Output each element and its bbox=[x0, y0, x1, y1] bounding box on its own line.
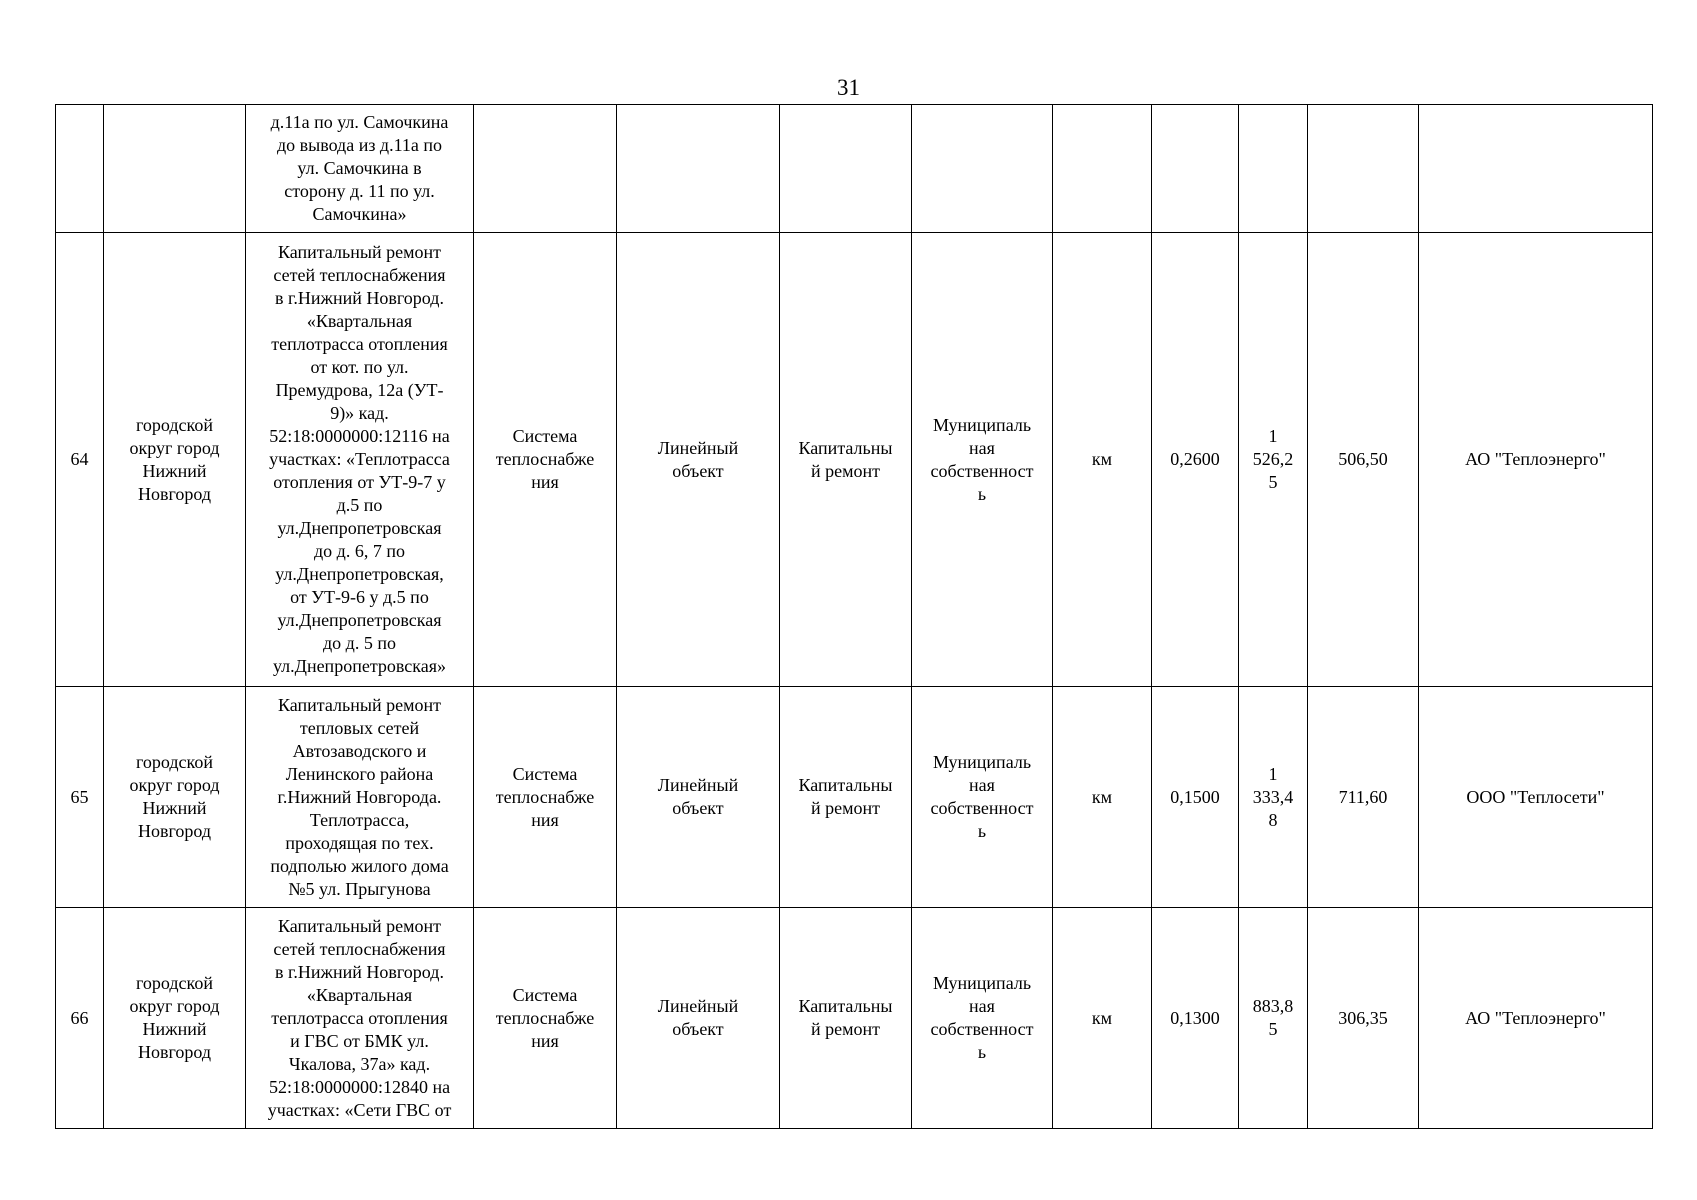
cell-amount: 506,50 bbox=[1308, 233, 1419, 687]
table-row bbox=[56, 687, 1653, 908]
cell-number: 65 bbox=[56, 687, 104, 908]
table-row-continuation bbox=[56, 105, 1653, 233]
cell-unit bbox=[1053, 105, 1152, 233]
cell-length: 0,1500 bbox=[1152, 687, 1239, 908]
cell-organization: ООО "Теплосети" bbox=[1419, 687, 1653, 908]
table-row bbox=[56, 908, 1653, 1129]
cell-cost: 1 526,2 5 bbox=[1239, 233, 1308, 687]
cell-municipality bbox=[104, 105, 246, 233]
cell-work-type: Капитальны й ремонт bbox=[780, 908, 912, 1129]
cell-number bbox=[56, 105, 104, 233]
cell-amount: 711,60 bbox=[1308, 687, 1419, 908]
cell-description: Капитальный ремонт тепловых сетей Автозаводского и Ленинского района г.Нижний Новгорода. Теплотрасса, проходящая по тех. подполью жилого дома №5 ул. Прыгунова bbox=[246, 687, 474, 908]
cell-organization bbox=[1419, 105, 1653, 233]
cell-description: Капитальный ремонт сетей теплоснабжения в г.Нижний Новгород. «Квартальная теплотрасса отопления и ГВС от БМК ул. Чкалова, 37а» кад. 52:18:0000000:12840 на участках: «Сети ГВС от bbox=[246, 908, 474, 1129]
cell-length: 0,1300 bbox=[1152, 908, 1239, 1129]
cell-cost: 1 333,4 8 bbox=[1239, 687, 1308, 908]
cell-ownership: Муниципаль ная собственност ь bbox=[912, 908, 1053, 1129]
cell-cost bbox=[1239, 105, 1308, 233]
cell-system: Система теплоснабже ния bbox=[474, 908, 617, 1129]
cell-municipality: городской округ город Нижний Новгород bbox=[104, 908, 246, 1129]
cell-system bbox=[474, 105, 617, 233]
cell-system: Система теплоснабже ния bbox=[474, 233, 617, 687]
cell-length: 0,2600 bbox=[1152, 233, 1239, 687]
cell-object-type: Линейный объект bbox=[617, 687, 780, 908]
cell-description: Капитальный ремонт сетей теплоснабжения в г.Нижний Новгород. «Квартальная теплотрасса отопления от кот. по ул. Премудрова, 12а (УТ- 9)» кад. 52:18:0000000:12116 на участках: «Теплотрасса отопления от УТ-9-7 у д.5 по ул.Днепропетровская до д. 6, 7 по ул.Днепропетровская, от УТ-9-6 у д.5 по ул.Днепропетровская до д. 5 по ул.Днепропетровская» bbox=[246, 233, 474, 687]
cell-amount bbox=[1308, 105, 1419, 233]
cell-ownership: Муниципаль ная собственност ь bbox=[912, 233, 1053, 687]
cell-work-type: Капитальны й ремонт bbox=[780, 233, 912, 687]
cell-organization: АО "Теплоэнерго" bbox=[1419, 233, 1653, 687]
page-number: 31 bbox=[837, 75, 860, 100]
cell-cost: 883,8 5 bbox=[1239, 908, 1308, 1129]
cell-work-type: Капитальны й ремонт bbox=[780, 687, 912, 908]
cell-length bbox=[1152, 105, 1239, 233]
repair-register-table bbox=[55, 104, 1653, 1129]
cell-amount: 306,35 bbox=[1308, 908, 1419, 1129]
cell-organization: АО "Теплоэнерго" bbox=[1419, 908, 1653, 1129]
cell-municipality: городской округ город Нижний Новгород bbox=[104, 233, 246, 687]
cell-description: д.11а по ул. Самочкина до вывода из д.11а по ул. Самочкина в сторону д. 11 по ул. Самочкина» bbox=[246, 105, 474, 233]
cell-object-type: Линейный объект bbox=[617, 233, 780, 687]
cell-unit: км bbox=[1053, 908, 1152, 1129]
cell-number: 66 bbox=[56, 908, 104, 1129]
cell-ownership bbox=[912, 105, 1053, 233]
table-row bbox=[56, 233, 1653, 687]
cell-object-type: Линейный объект bbox=[617, 908, 780, 1129]
cell-ownership: Муниципаль ная собственност ь bbox=[912, 687, 1053, 908]
cell-object-type bbox=[617, 105, 780, 233]
cell-municipality: городской округ город Нижний Новгород bbox=[104, 687, 246, 908]
cell-system: Система теплоснабже ния bbox=[474, 687, 617, 908]
cell-unit: км bbox=[1053, 687, 1152, 908]
cell-number: 64 bbox=[56, 233, 104, 687]
cell-unit: км bbox=[1053, 233, 1152, 687]
cell-work-type bbox=[780, 105, 912, 233]
